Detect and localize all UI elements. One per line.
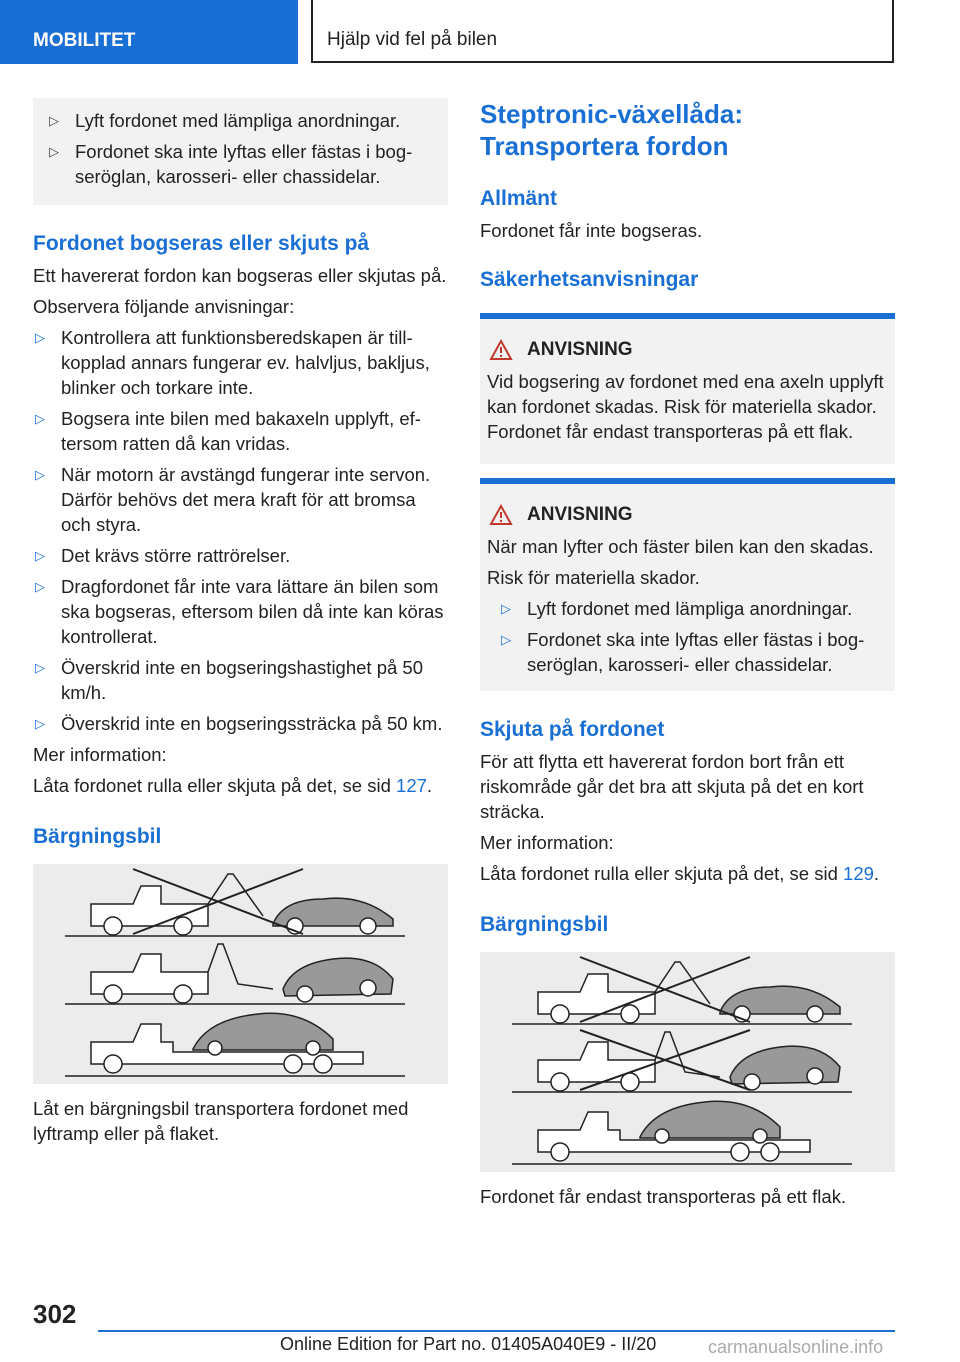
reference-paragraph: Låta fordonet rulla eller skjuta på det, se sid 127.	[33, 775, 433, 796]
section-heading: Bärgningsbil	[33, 825, 162, 848]
notice-box	[480, 313, 895, 464]
flatbed-drawing	[480, 952, 895, 1172]
notice-text: Vid bogsering av fordonet med ena axeln upplyft kan fordonet skadas. Risk för materiella skador. Fordonet får endast transporteras på ett flak.	[487, 371, 884, 442]
section-heading: Skjuta på fordonet	[480, 718, 665, 741]
notice-box	[480, 478, 895, 691]
warning-triangle-icon	[489, 339, 513, 361]
list-item: ▷ Lyft fordonet med lämpliga anordningar.	[501, 598, 853, 619]
list-item: ▷ Kontrollera att funktionsberedskapen är tillkopplad annars fungerar ev. halvljus, bakljus, blinker och torkare inte.	[35, 327, 430, 398]
section-heading: Säkerhetsanvisningar	[480, 268, 699, 291]
main-heading: Steptronic-växellåda: Transportera fordon	[480, 99, 743, 161]
page-link[interactable]: 129	[843, 863, 874, 884]
list-item: ▷ Fordonet ska inte lyftas eller fästas i bogseröglan, karosseri- eller chassidelar.	[501, 629, 865, 675]
reference-paragraph: Låta fordonet rulla eller skjuta på det, se sid 129.	[480, 863, 880, 884]
list-item: ▷ Fordonet ska inte lyftas eller fästas i bogseröglan, karosseri- eller chassidelar.	[49, 141, 413, 187]
list-item: ▷ Bogsera inte bilen med bakaxeln upplyft, eftersom ratten då kan vridas.	[35, 408, 421, 454]
triangle-right-icon: ▷	[501, 632, 511, 647]
section-heading: Fordonet bogseras eller skjuts på	[33, 232, 370, 255]
chapter-title: Hjälp vid fel på bilen	[311, 0, 894, 63]
section-heading: Bärgningsbil	[480, 913, 609, 936]
tow-truck-drawing	[33, 864, 448, 1084]
flatbed-illustration	[480, 952, 895, 1172]
triangle-right-icon: ▷	[49, 144, 59, 159]
left-column	[33, 98, 448, 1152]
list-item: ▷ Överskrid inte en bogseringshastighet på 50 km/h.	[35, 657, 423, 703]
notice-heading: ANVISNING	[487, 339, 889, 361]
list-item: ▷ När motorn är avstängd fungerar inte servon. Därför behövs det mera kraft för att bromsa och styra.	[35, 464, 431, 535]
page-number: 302	[33, 1299, 77, 1329]
paragraph: Observera följande anvisningar:	[33, 296, 295, 317]
notice-heading: ANVISNING	[487, 504, 889, 526]
triangle-right-icon: ▷	[35, 716, 45, 731]
triangle-right-icon: ▷	[35, 548, 45, 563]
warning-triangle-icon	[489, 504, 513, 526]
paragraph: Ett havererat fordon kan bogseras eller skjutas på.	[33, 265, 447, 286]
paragraph: Mer information:	[33, 744, 167, 765]
triangle-right-icon: ▷	[35, 330, 45, 345]
list-item: ▷ Dragfordonet får inte vara lättare än bilen som ska bogseras, eftersom bilen då inte kan köras kontrollerat.	[35, 576, 444, 647]
paragraph: Mer information:	[480, 832, 614, 853]
footer-divider	[98, 1330, 895, 1332]
edition-text: Online Edition for Part no. 01405A040E9 - II/20	[280, 1334, 657, 1354]
tow-truck-illustration	[33, 864, 448, 1084]
triangle-right-icon: ▷	[35, 411, 45, 426]
paragraph: För att flytta ett havererat fordon bort från ett riskområde går det bra att skjuta på det en kort sträcka.	[480, 751, 864, 822]
triangle-right-icon: ▷	[35, 467, 45, 482]
list-item: ▷ Det krävs större rattrörelser.	[35, 545, 291, 566]
triangle-right-icon: ▷	[501, 601, 511, 616]
list-item: ▷ Överskrid inte en bogseringssträcka på 50 km.	[35, 713, 443, 734]
paragraph: Fordonet får endast transporteras på ett flak.	[480, 1186, 847, 1207]
list-item: ▷ Lyft fordonet med lämpliga anordningar.	[49, 110, 401, 131]
paragraph: Låt en bärgningsbil transportera fordonet med lyftramp eller på flaket.	[33, 1098, 409, 1144]
notice-text: När man lyfter och fäster bilen kan den skadas.	[487, 536, 874, 557]
right-column	[480, 98, 895, 1215]
page-link[interactable]: 127	[396, 775, 427, 796]
notice-text: Risk för materiella skador.	[487, 567, 700, 588]
section-tab[interactable]: MOBILITET	[0, 0, 298, 64]
watermark: carmanualsonline.info	[708, 1337, 884, 1357]
paragraph: Fordonet får inte bogseras.	[480, 220, 703, 241]
triangle-right-icon: ▷	[35, 660, 45, 675]
triangle-right-icon: ▷	[35, 579, 45, 594]
lift-instructions-box	[33, 98, 448, 205]
section-heading: Allmänt	[480, 187, 558, 210]
triangle-right-icon: ▷	[49, 113, 59, 128]
